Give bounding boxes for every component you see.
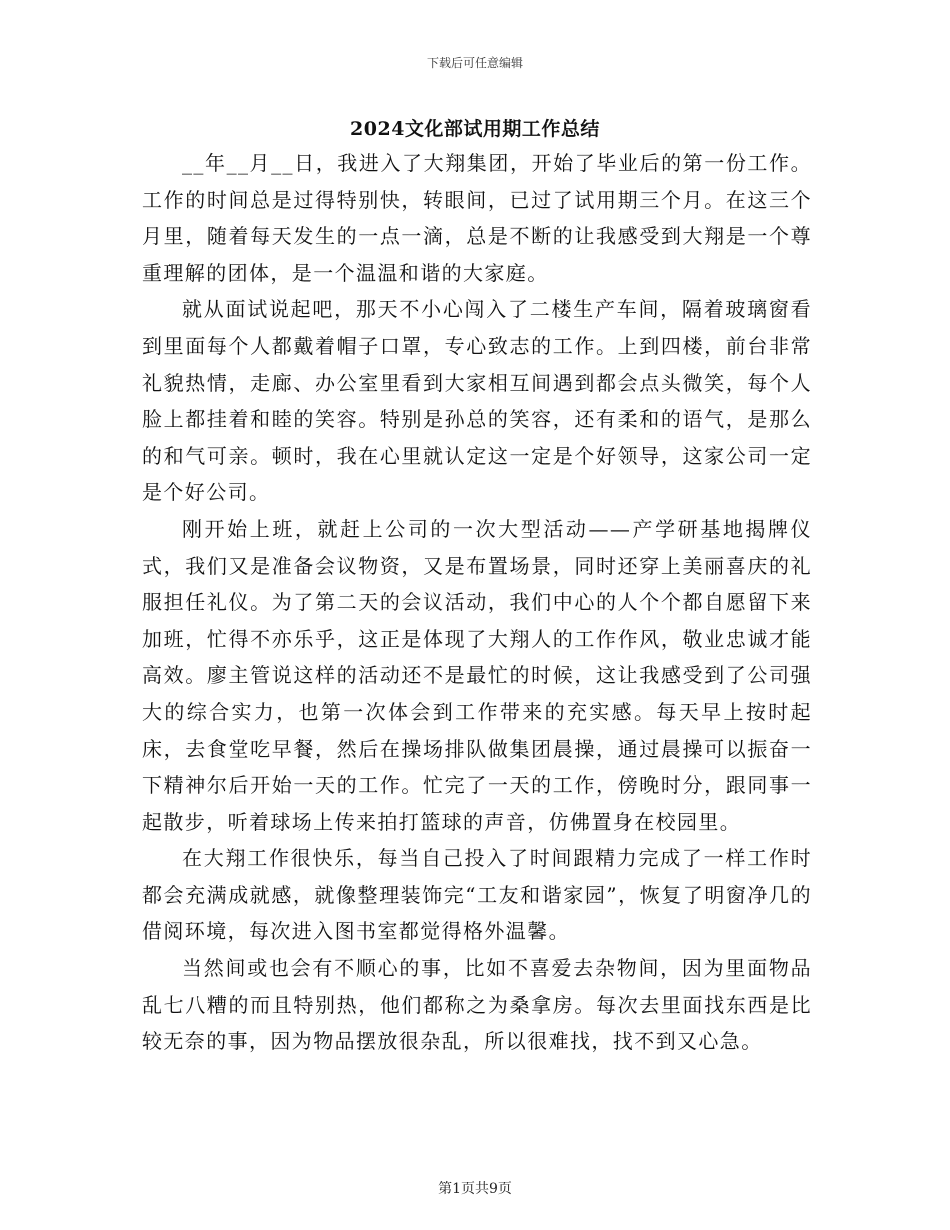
paragraph: 就从面试说起吧，那天不小心闯入了二楼生产车间，隔着玻璃窗看到里面每个人都戴着帽子口罩，专心致志的工作。上到四楼，前台非常礼貌热情，走廊、办公室里看到大家相互间遇到都会点头微笑，每个人脸上都挂着和睦的笑容。特别是孙总的笑容，还有柔和的语气，是那么的和气可亲。顿时，我在心里就认定这一定是个好领导，这家公司一定是个好公司。 <box>142 297 812 505</box>
paragraph: 当然间或也会有不顺心的事，比如不喜爱去杂物间，因为里面物品乱七八糟的而且特别热，他们都称之为桑拿房。每次去里面找东西是比较无奈的事，因为物品摆放很杂乱，所以很难找，找不到又心急。 <box>142 956 812 1054</box>
document-body <box>142 145 812 1060</box>
paragraph: 在大翔工作很快乐，每当自己投入了时间跟精力完成了一样工作时都会充满成就感，就像整理装饰完“工友和谐家园”，恢复了明窗净几的借阅环境，每次进入图书室都觉得格外温馨。 <box>142 846 812 944</box>
page-footer: 第1页共9页 <box>438 1181 512 1197</box>
document-title: 2024文化部试用期工作总结 <box>350 118 600 140</box>
header-note: 下载后可任意编辑 <box>426 56 523 70</box>
paragraph: __年__月__日，我进入了大翔集团，开始了毕业后的第一份工作。工作的时间总是过得特别快，转眼间，已过了试用期三个月。在这三个月里，随着每天发生的一点一滴，总是不断的让我感受到大翔是一个尊重理解的团体，是一个温温和谐的大家庭。 <box>142 151 812 285</box>
paragraph: 刚开始上班，就赶上公司的一次大型活动——产学研基地揭牌仪式，我们又是准备会议物资，又是布置场景，同时还穿上美丽喜庆的礼服担任礼仪。为了第二天的会议活动，我们中心的人个个都自愿留下来加班，忙得不亦乐乎，这正是体现了大翔人的工作作风，敬业忠诚才能高效。廖主管说这样的活动还不是最忙的时候，这让我感受到了公司强大的综合实力，也第一次体会到工作带来的充实感。每天早上按时起床，去食堂吃早餐，然后在操场排队做集团晨操，通过晨操可以振奋一下精神尔后开始一天的工作。忙完了一天的工作，傍晚时分，跟同事一起散步，听着球场上传来拍打篮球的声音，仿佛置身在校园里。 <box>142 516 812 834</box>
